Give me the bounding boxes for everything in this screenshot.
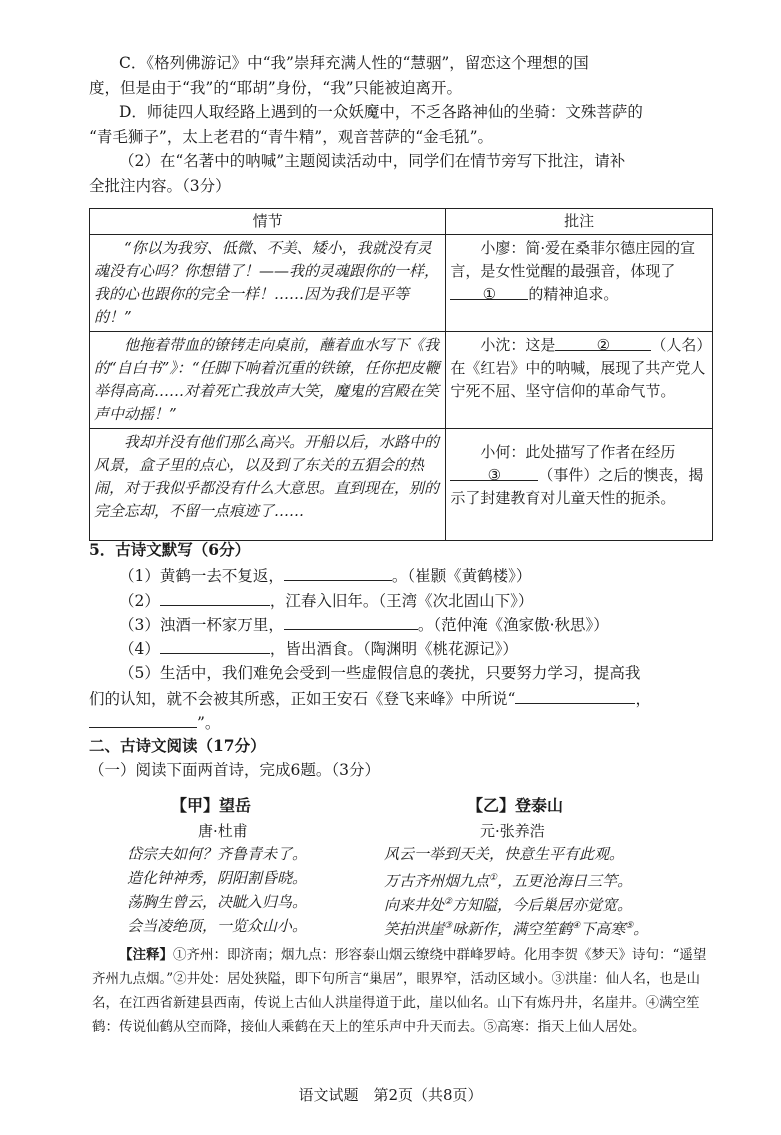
answer-blank-3[interactable]: ③ <box>450 464 538 481</box>
annotation-label: 【注释】 <box>119 947 173 963</box>
poem-text: 方知隘，今后巢居亦觉宽。 <box>452 896 633 914</box>
footnote-mark: ① <box>489 873 498 883</box>
recite-blank-2[interactable] <box>160 589 270 606</box>
note-text: （人名）在《红岩》中的呐喊，展现了共产党人宁死不屈、坚守信仰的革命气节。 <box>450 336 706 400</box>
annotation-table <box>89 208 713 541</box>
recite-text: （3）浊酒一杯家万里， <box>119 616 284 634</box>
poem-text: 笑拍洪崖 <box>384 920 445 938</box>
footnote-mark: ③ <box>444 921 453 931</box>
plot-cell: 他拖着带血的镣铐走向桌前，蘸着血水写下《我的“自白书”》：“任脚下响着沉重的铁镣，任你把皮鞭举得高高……对着死亡我放声大笑，魔鬼的宫殿在笑声中动摇！” <box>90 332 446 429</box>
question-5-title: 5．古诗文默写（6分） <box>89 540 251 559</box>
note-cell <box>446 332 713 429</box>
plot-cell: 我却并没有他们那么高兴。开船以后，水路中的风景，盒子里的点心，以及到了东关的五猖会的热闹，对于我似乎都没有什么大意思。直到现在，别的完全忘却，不留一点痕迹了…… <box>90 429 446 541</box>
poem-a-line: 会当凌绝顶，一览众山小。 <box>127 917 308 935</box>
recite-line-5: （5）生活中，我们难免会受到一些虚假信息的袭扰，只要努力学习，提高我 <box>119 664 641 682</box>
answer-blank-2[interactable]: ② <box>555 334 651 351</box>
header-note: 批注 <box>446 209 713 235</box>
recite-blank-1[interactable] <box>284 564 392 581</box>
poem-text: 向来井处 <box>384 896 445 914</box>
table-row <box>90 332 713 429</box>
page-footer: 语文试题 第2页（共8页） <box>298 1086 483 1104</box>
option-c-line2: 度，但是由于“我”的“耶胡”身份，“我”只能被迫离开。 <box>89 79 463 97</box>
footnote-mark: ② <box>444 897 453 907</box>
poem-a-line: 岱宗夫如何？齐鲁青未了。 <box>127 845 308 863</box>
recite-blank-4[interactable] <box>160 637 270 654</box>
poem-a-author: 唐·杜甫 <box>198 822 248 840</box>
recite-text: ”。 <box>197 714 221 732</box>
recite-blank-5a[interactable] <box>515 687 635 704</box>
poem-a-title: 【甲】望岳 <box>171 796 252 815</box>
poem-a-line: 荡胸生曾云，决眦入归鸟。 <box>127 893 308 911</box>
poem-text: 。 <box>633 920 649 938</box>
note-text: （事件）之后的懊丧，揭示了封建教育对儿童天性的扼杀。 <box>450 466 704 507</box>
recite-blank-3[interactable] <box>284 613 418 630</box>
table-row <box>90 429 713 541</box>
recite-text: （1）黄鹤一去不复返， <box>119 567 284 585</box>
poem-a-line: 造化钟神秀，阴阳割昏晓。 <box>127 869 308 887</box>
recite-line-1 <box>119 564 531 587</box>
table-row <box>90 235 713 332</box>
note-cell <box>446 235 713 332</box>
recite-text: 。（崔颢《黄鹤楼》） <box>391 567 532 585</box>
footnote-mark: ④ <box>572 921 581 931</box>
option-d-line1: D．师徒四人取经路上遇到的一众妖魔中，不乏各路神仙的坐骑：文殊菩萨的 <box>119 103 643 121</box>
recite-line-2 <box>119 589 533 612</box>
poem-b-line <box>384 913 648 942</box>
note-text: 小廖：简·爱在桑菲尔德庄园的宣言，是女性觉醒的最强音，体现了 <box>450 239 696 280</box>
recite-text: 。（范仲淹《渔家傲·秋思》） <box>417 616 609 634</box>
recite-line-4 <box>119 637 518 660</box>
question-2-line2: 全批注内容。（3分） <box>89 177 231 195</box>
section-2-title: 二、古诗文阅读（17分） <box>89 736 266 755</box>
note-text: 的精神追求。 <box>528 285 619 303</box>
recite-text: （4） <box>119 640 160 658</box>
header-plot: 情节 <box>90 209 446 235</box>
question-2-line1: （2）在“名著中的呐喊”主题阅读活动中，同学们在情节旁写下批注，请补 <box>119 152 626 170</box>
recite-text: ，江春入旧年。（王湾《次北固山下》） <box>269 592 534 610</box>
recite-text: ， <box>635 690 651 708</box>
note-text: 小何：此处描写了作者在经历 <box>480 443 676 461</box>
annotation-text: ①齐州：即济南；烟九点：形容泰山烟云缭绕中群峰罗峙。化用李贺《梦天》诗句：“遥望齐州九点烟。”②井处：居处狭隘，即下句所言“巢居”，眼界窄，活动区域小。③洪崖：仙人名，也是山名，在江西省新建县西南，传说上古仙人洪崖得道于此，崖以仙名。山下有炼丹井，名崖井。④满空笙鹤：传说仙鹤从空而降，接仙人乘鹤在天上的笙乐声中升天而去。⑤高寒：指天上仙人居处。 <box>92 947 707 1035</box>
table-header-row <box>90 209 713 235</box>
recite-line-5b <box>89 687 651 710</box>
poem-b-author: 元·张养浩 <box>480 822 545 840</box>
section-2-subtitle: （一）阅读下面两首诗，完成6题。（3分） <box>89 761 380 779</box>
note-cell <box>446 429 713 541</box>
option-d-line2: “青毛狮子”，太上老君的“青牛精”，观音菩萨的“金毛犼”。 <box>89 128 494 146</box>
recite-line-3 <box>119 613 609 636</box>
recite-line-5c <box>89 711 220 734</box>
annotation-block <box>92 943 717 1039</box>
recite-text: （2） <box>119 592 160 610</box>
recite-text: ，皆出酒食。（陶渊明《桃花源记》） <box>269 640 518 658</box>
plot-cell: “你以为我穷、低微、不美、矮小，我就没有灵魂没有心吗？你想错了！——我的灵魂跟你的一样，我的心也跟你的完全一样！……因为我们是平等的！” <box>90 235 446 332</box>
footnote-mark: ⑤ <box>625 921 634 931</box>
answer-blank-1[interactable]: ① <box>450 283 528 300</box>
poem-text: 咏新作，满空笙鹤 <box>452 920 573 938</box>
poem-b-line: 风云一举到天关，快意生平有此观。 <box>384 845 625 863</box>
poem-text: 万古齐州烟九点 <box>384 872 490 890</box>
recite-blank-5b[interactable] <box>89 711 197 728</box>
poem-text: ，五更沧海日三竿。 <box>497 872 633 890</box>
recite-text: 们的认知，就不会被其所惑，正如王安石《登飞来峰》中所说“ <box>89 690 516 708</box>
poem-text: 下高寒 <box>580 920 626 938</box>
note-text: 小沈：这是 <box>480 336 556 354</box>
option-c-line1: C．《格列佛游记》中“我”崇拜充满人性的“慧骃”，留恋这个理想的国 <box>119 54 589 72</box>
poem-b-title: 【乙】登泰山 <box>467 796 564 815</box>
